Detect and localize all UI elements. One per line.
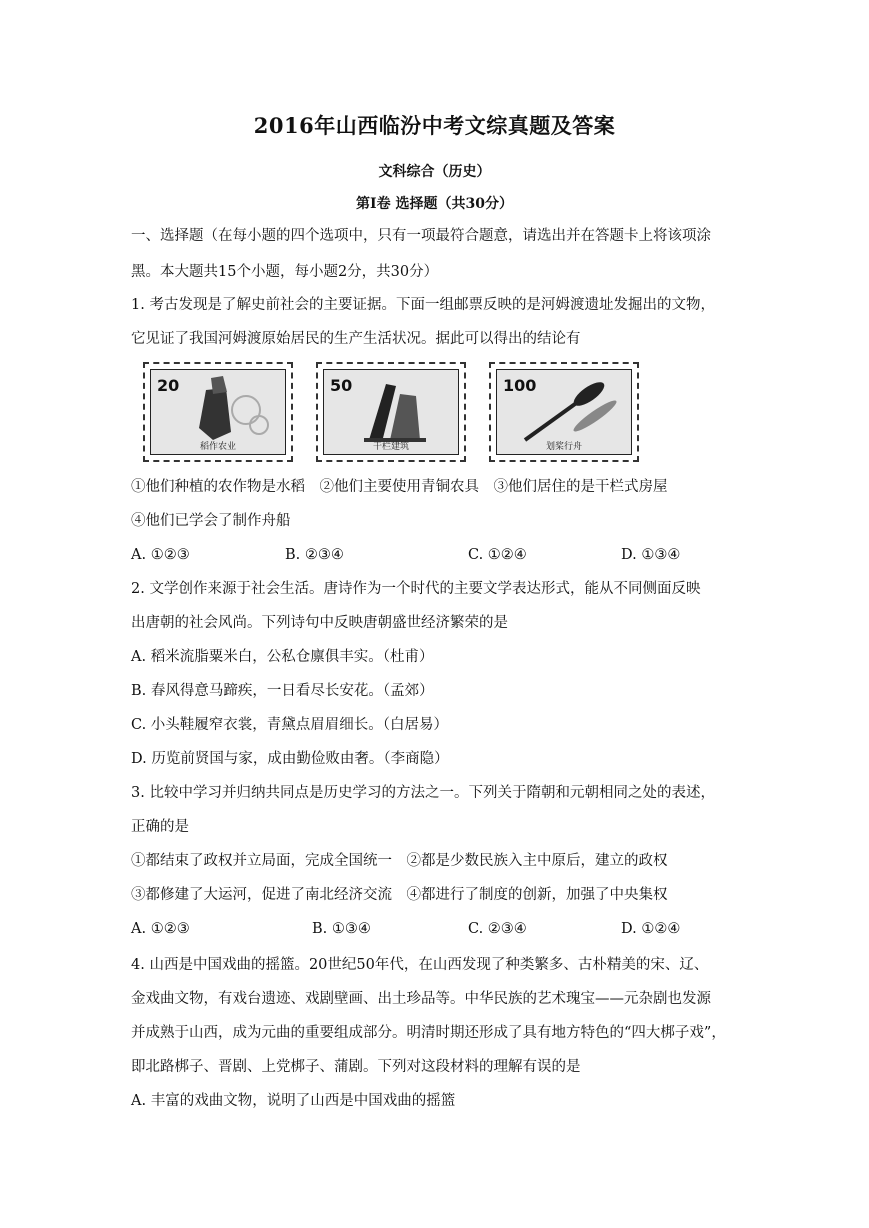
page-title: 2016年山西临汾中考文综真题及答案 <box>253 113 616 138</box>
stamp-caption: 划桨行舟 <box>545 442 582 452</box>
stamp-caption: 稻作农业 <box>199 442 236 452</box>
q1-option-d: D. ①③④ <box>621 547 681 563</box>
stamp-rice-farming <box>143 362 293 462</box>
q1-option-b: B. ②③④ <box>285 547 344 563</box>
q3-option-c: C. ②③④ <box>468 921 527 937</box>
q1-stem-line-2: 它见证了我国河姆渡原始居民的生产生活状况。据此可以得出的结论有 <box>131 331 581 347</box>
q2-option-a: A. 稻米流脂粟米白，公私仓廪俱丰实。（杜甫） <box>131 649 434 665</box>
q3-stem-line-2: 正确的是 <box>131 819 189 835</box>
stamp-stilt-house <box>316 362 466 462</box>
q3-option-b: B. ①③④ <box>312 921 371 937</box>
stamp-denomination: 100 <box>503 376 537 395</box>
subject-subtitle: 文科综合（历史） <box>378 164 491 180</box>
stamp-denomination: 50 <box>330 376 353 395</box>
instructions-line-1: 一、选择题（在每小题的四个选项中，只有一项最符合题意，请选出并在答题卡上将该项涂 <box>131 228 711 244</box>
q3-option-a: A. ①②③ <box>131 921 190 937</box>
q1-stem-line-1: 1. 考古发现是了解史前社会的主要证据。下面一组邮票反映的是河姆渡遗址发掘出的文物， <box>131 297 715 313</box>
q1-option-a: A. ①②③ <box>131 547 190 563</box>
q1-statement-line-1: ①他们种植的农作物是水稻 ②他们主要使用青铜农具 ③他们居住的是干栏式房屋 <box>131 479 668 495</box>
stamp-caption: 干栏建筑 <box>372 442 409 452</box>
q3-statement-line-1: ①都结束了政权并立局面，完成全国统一 ②都是少数民族入主中原后，建立的政权 <box>131 853 668 869</box>
stamp-paddle-boat <box>489 362 639 462</box>
q3-statement-line-2: ③都修建了大运河，促进了南北经济交流 ④都进行了制度的创新，加强了中央集权 <box>131 887 668 903</box>
q2-option-b: B. 春风得意马蹄疾，一日看尽长安花。（孟郊） <box>131 683 434 699</box>
q1-statement-line-2: ④他们已学会了制作舟船 <box>131 513 291 529</box>
section-heading: 第Ⅰ卷 选择题（共30分） <box>356 196 513 212</box>
q2-option-c: C. 小头鞋履窄衣裳，青黛点眉眉细长。（白居易） <box>131 717 449 733</box>
q3-option-d: D. ①②④ <box>621 921 681 937</box>
q4-stem-line-2: 金戏曲文物，有戏台遗迹、戏剧壁画、出土珍品等。中华民族的艺术瑰宝——元杂剧也发源 <box>131 991 711 1007</box>
q2-option-d: D. 历览前贤国与家，成由勤俭败由奢。（李商隐） <box>131 751 449 767</box>
q4-stem-line-4: 即北路梆子、晋剧、上党梆子、蒲剧。下列对这段材料的理解有误的是 <box>131 1059 581 1075</box>
q4-stem-line-1: 4. 山西是中国戏曲的摇篮。20世纪50年代，在山西发现了种类繁多、古朴精美的宋、辽、 <box>131 957 709 973</box>
q2-stem-line-2: 出唐朝的社会风尚。下列诗句中反映唐朝盛世经济繁荣的是 <box>131 615 508 631</box>
q4-option-a: A. 丰富的戏曲文物，说明了山西是中国戏曲的摇篮 <box>131 1093 456 1109</box>
q3-stem-line-1: 3. 比较中学习并归纳共同点是历史学习的方法之一。下列关于隋朝和元朝相同之处的表述， <box>131 785 715 801</box>
q1-option-c: C. ①②④ <box>468 547 527 563</box>
q2-stem-line-1: 2. 文学创作来源于社会生活。唐诗作为一个时代的主要文学表达形式，能从不同侧面反映 <box>131 581 701 597</box>
q4-stem-line-3: 并成熟于山西，成为元曲的重要组成部分。明清时期还形成了具有地方特色的“四大梆子戏”， <box>131 1025 726 1041</box>
instructions-line-2: 黑。本大题共15个小题，每小题2分，共30分） <box>131 264 439 280</box>
stamp-denomination: 20 <box>157 376 180 395</box>
